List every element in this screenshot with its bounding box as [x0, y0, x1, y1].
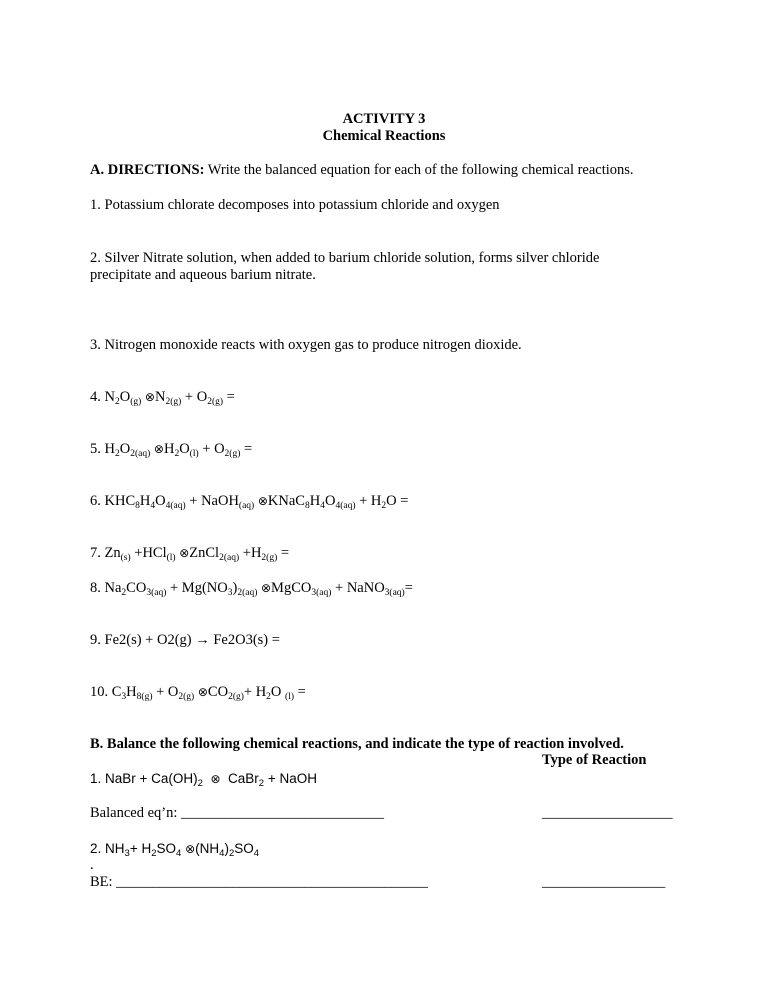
- balanced-equation-line-1: Balanced eq’n: ____________________________: [90, 805, 384, 821]
- page-subtitle: Chemical Reactions: [322, 128, 446, 144]
- directions-label: A. DIRECTIONS:: [90, 162, 205, 178]
- part-b-heading: B. Balance the following chemical reactions, and indicate the type of reaction involved.: [90, 736, 624, 752]
- question-5: 5. $H_2O_{2(aq)}$ $\otimes H_2O_{(l)} + O_{2(g)}$ =: [90, 441, 253, 459]
- arrow-symbol-icon: ⊗: [179, 546, 190, 560]
- directions-a: [90, 162, 634, 179]
- type-of-reaction-header: Type of Reaction: [542, 752, 647, 768]
- question-1: 1. Potassium chlorate decomposes into potassium chloride and oxygen: [90, 197, 500, 213]
- stray-dot: .: [90, 857, 94, 873]
- arrow-symbol-icon: ⊗: [144, 390, 155, 404]
- arrow-symbol-icon: ⊗: [210, 772, 221, 786]
- arrow-symbol-icon: ⊗: [257, 494, 268, 508]
- question-8: 8. $Na_2CO_{3(aq)} + Mg(NO_3)_{2(aq)}$ ⊗MgCO$_{3(aq)}$ + NaNO$_{3(aq)}$=: [90, 580, 413, 598]
- part-b-question-2: 2. $NH_3+ H_2SO_4$ $\otimes(NH_4)_2SO_4$: [90, 841, 260, 859]
- balanced-equation-line-2: BE: ___________________________________________: [90, 874, 428, 890]
- part-b-question-1: 1. NaBr + $Ca(OH)_2$ ⊗ CaBr$_2$ + NaOH: [90, 771, 317, 789]
- reaction-type-line-1: __________________: [542, 805, 673, 821]
- arrow-symbol-icon: ⊗: [197, 685, 208, 699]
- page-title: ACTIVITY 3: [342, 111, 426, 127]
- question-3: 3. Nitrogen monoxide reacts with oxygen gas to produce nitrogen dioxide.: [90, 337, 522, 353]
- arrow-symbol-icon: ⊗: [153, 442, 164, 456]
- question-2-line-2: precipitate and aqueous barium nitrate.: [90, 267, 316, 283]
- directions-text: Write the balanced equation for each of the following chemical reactions.: [204, 162, 634, 178]
- question-4: 4. $N_2O_{(g)}$ $\otimes N_{2(g)} + O_{2(g)}$ =: [90, 389, 235, 407]
- reaction-type-line-2: _________________: [542, 874, 666, 890]
- question-9: 9. Fe2(s) + O2(g) → Fe2O3(s) =: [90, 632, 280, 648]
- question-7: 7. $Zn_{(s)} +HCl_{(l)}$ ⊗ZnCl$_{2(aq)}$ $+H_{2(g)}$ =: [90, 545, 290, 563]
- arrow-symbol-icon: ⊗: [185, 842, 196, 856]
- question-10: 10. $C_3H_{8(g)} + O_{2(g)}$ $\otimes CO_{2(g)}+ H_2O$ $_{(l)}$ =: [90, 684, 306, 702]
- arrow-symbol-icon: ⊗: [260, 581, 272, 595]
- question-6: 6. $KHC_8H_4O_{4(aq)}$ + NaOH$_{(aq)}$ $\otimes KNaC_8H_4O_{4(aq)} + H_2O$ =: [90, 493, 409, 511]
- question-2-line-1: 2. Silver Nitrate solution, when added to barium chloride solution, forms silver chloride: [90, 250, 600, 266]
